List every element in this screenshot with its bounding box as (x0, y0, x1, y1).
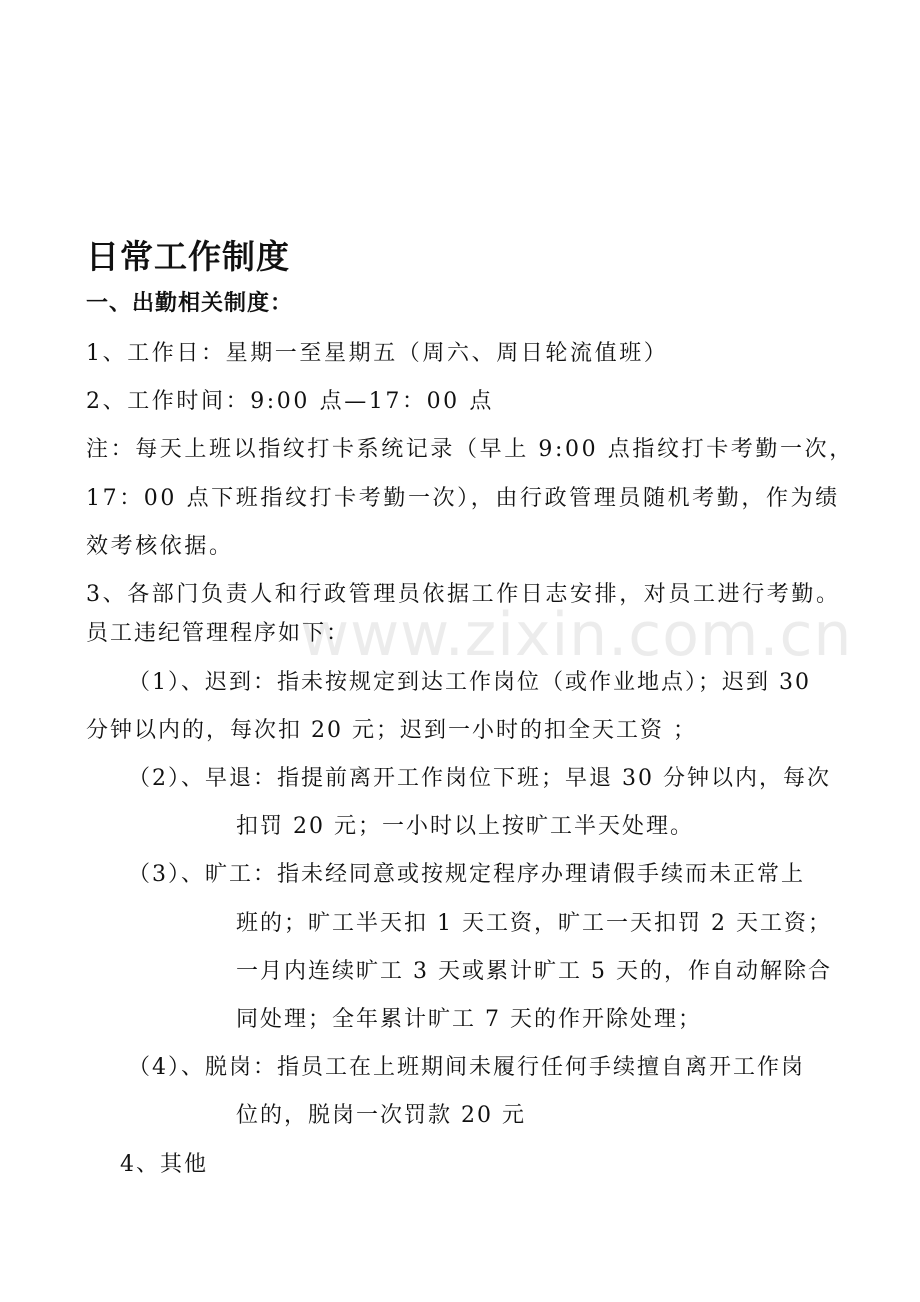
rule-absent-line-3: 一月内连续旷工 3 天或累计旷工 5 天的，作自动解除合 (236, 959, 832, 984)
note-line-2: 17：00 点下班指纹打卡考勤一次），由行政管理员随机考勤，作为绩 (86, 486, 840, 511)
paragraph-3-line-1: 3、各部门负责人和行政管理员依据工作日志安排，对员工进行考勤。 (86, 582, 841, 607)
note-line-3: 效考核依据。 (86, 534, 234, 559)
rule-absent-line-1: （3）、旷工：指未经同意或按规定程序办理请假手续而未正常上 (128, 862, 805, 887)
paragraph-workdays: 1、工作日：星期一至星期五（周六、周日轮流值班） (86, 341, 669, 366)
rule-early-line-1: （2）、早退：指提前离开工作岗位下班；早退 30 分钟以内，每次 (128, 766, 831, 791)
rule-absent-line-4: 同处理；全年累计旷工 7 天的作开除处理； (236, 1007, 702, 1032)
rule-late-line-1: （1）、迟到：指未按规定到达工作岗位（或作业地点）；迟到 30 (128, 670, 811, 695)
rule-leave-post-line-1: （4）、脱岗：指员工在上班期间未履行任何手续擅自离开工作岗 (128, 1055, 805, 1080)
note-line-1: 注：每天上班以指纹打卡系统记录（早上 9:00 点指纹打卡考勤一次， (86, 437, 854, 462)
rule-early-line-2: 扣罚 20 元；一小时以上按旷工半天处理。 (236, 814, 694, 839)
rule-leave-post-line-2: 位的，脱岗一次罚款 20 元 (236, 1103, 526, 1128)
paragraph-3-line-2: 员工违纪管理程序如下： (86, 621, 351, 646)
rule-late-line-2: 分钟以内的，每次扣 20 元；迟到一小时的扣全天工资 ； (86, 718, 697, 743)
rule-absent-line-2: 班的；旷工半天扣 1 天工资，旷工一天扣罚 2 天工资； (236, 911, 832, 936)
watermark: www.zixin.com.cn (300, 600, 853, 670)
document-title: 日常工作制度 (86, 237, 290, 276)
section-heading-attendance: 一、出勤相关制度： (86, 291, 294, 316)
paragraph-work-hours: 2、工作时间：9:00 点—17：00 点 (86, 389, 494, 414)
paragraph-other: 4、其他 (120, 1152, 208, 1177)
